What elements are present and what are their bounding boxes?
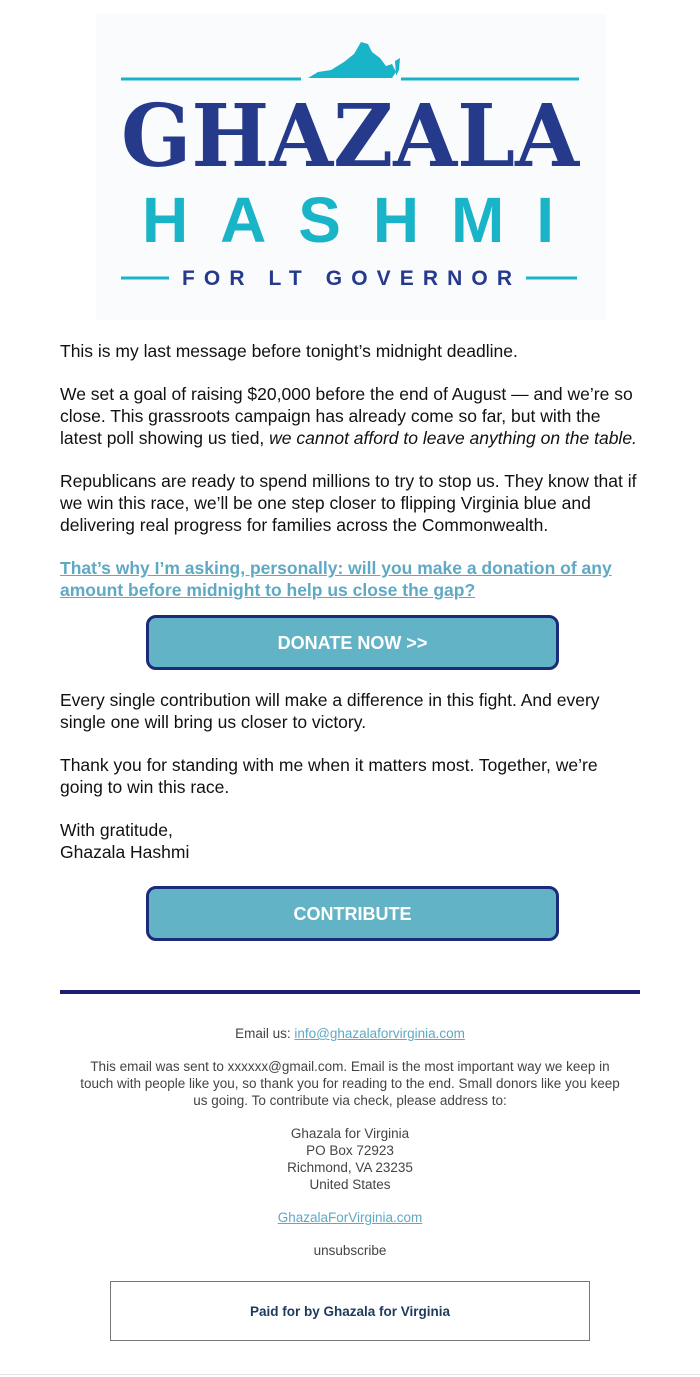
logo-office: FOR LT GOVERNOR (182, 267, 512, 290)
paragraph-goal-emphasis: we cannot afford to leave anything on the table. (269, 428, 637, 448)
address-line: United States (309, 1177, 391, 1192)
paragraph-goal-text: We set a goal of raising $20,000 before the end of August — and we’re so close. This grassroots campaign has already come so far, but with the latest poll showing us tied, (60, 384, 633, 448)
signature-block (60, 819, 645, 863)
footer-divider (60, 990, 640, 994)
signoff: With gratitude, (60, 820, 173, 840)
footer-notice: This email was sent to xxxxxx@gmail.com. Email is the most important way we keep in touch with people like you, so thank you for reading to the end. Small donors like you keep us going. To contribute via check, please address to: (80, 1059, 620, 1108)
address-line: Richmond, VA 23235 (287, 1160, 413, 1175)
campaign-logo (96, 14, 606, 320)
signature: Ghazala Hashmi (60, 842, 190, 862)
bottom-border (0, 1374, 700, 1375)
virginia-map-icon (308, 42, 396, 78)
paragraph-goal (60, 383, 645, 449)
logo-last-name: HASHMI (142, 184, 554, 256)
contribute-button[interactable]: CONTRIBUTE (146, 886, 559, 941)
donation-ask-link[interactable]: That’s why I’m asking, personally: will you make a donation of any amount before midnight to help us close the gap? (60, 558, 612, 600)
email-link[interactable]: info@ghazalaforvirginia.com (294, 1026, 465, 1041)
logo-first-name: GHAZALA (121, 86, 581, 187)
logo-graphic (96, 14, 606, 320)
address-line: PO Box 72923 (306, 1143, 394, 1158)
email-label: Email us: (235, 1026, 295, 1041)
paragraph-republicans: Republicans are ready to spend millions to try to stop us. They know that if we win this race, we’ll be one step closer to flipping Virginia blue and delivering real progress for families across the Commonwealth. (60, 471, 637, 535)
virginia-eastern-shore-icon (395, 58, 400, 76)
email-body (60, 340, 645, 941)
footer (80, 1025, 620, 1275)
paragraph-contribution: Every single contribution will make a difference in this fight. And every single one will bring us closer to victory. (60, 690, 600, 732)
footer-website (80, 1209, 620, 1226)
unsubscribe-link[interactable]: unsubscribe (313, 1243, 387, 1258)
website-link[interactable]: GhazalaForVirginia.com (277, 1210, 423, 1225)
footer-email-line (80, 1025, 620, 1042)
paragraph-thanks: Thank you for standing with me when it matters most. Together, we’re going to win this race. (60, 755, 598, 797)
mailing-address (80, 1125, 620, 1193)
donate-now-button[interactable]: DONATE NOW >> (146, 615, 559, 670)
paid-for-disclaimer: Paid for by Ghazala for Virginia (110, 1281, 590, 1341)
paragraph-deadline: This is my last message before tonight’s midnight deadline. (60, 341, 518, 361)
address-line: Ghazala for Virginia (290, 1126, 410, 1141)
